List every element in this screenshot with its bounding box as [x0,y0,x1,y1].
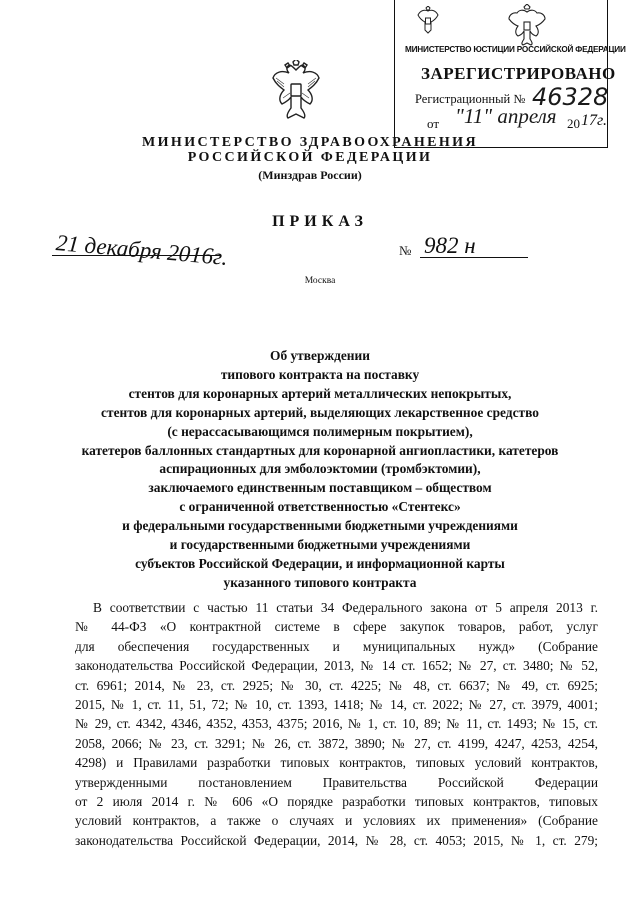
title-line: и государственными бюджетными учреждениями [169,537,471,553]
body-line: законодательства Российской Федерации, 2013, № 14 ст. 1652; № 27, ст. 3480; № 52, [75,658,598,674]
coat-of-arms-emblem [270,60,322,124]
stamp-registered-label: ЗАРЕГИСТРИРОВАНО [421,64,616,83]
title-line: типового контракта на поставку [220,366,420,382]
title-line: Об утверждении [270,348,370,363]
stamp-reg-number-value: 46328 [532,83,609,111]
stamp-emblem-icon [507,4,547,48]
document-type-title: ПРИКАЗ [272,213,368,230]
body-line: ст. 6961; 2014, № 23, ст. 2925; № 30, ст. 4225; № 48, ст. 6637; № 49, ст. 6925; [75,677,598,693]
body-line: от 2 июля 2014 г. № 606 «О порядке разработки типовых контрактов, типовых [75,794,598,810]
stamp-year-prefix: 20 [567,116,580,131]
body-line: для обеспечения государственных и муниципальных нужд» (Собрание [75,638,598,654]
title-line: и федеральными государственными бюджетными учреждениями [122,518,518,534]
body-line: законодательства Российской Федерации, 2014, № 28, ст. 4053; 2015, № 1, ст. 279; [75,832,598,848]
body-line: утвержденными постановлением Правительства Российской Федерации [75,774,598,790]
body-line: № 44-ФЗ «О контрактной системе в сфере закупок товаров, работ, услуг [75,619,598,635]
number-label: № [399,243,412,258]
stamp-date-prefix: от [427,116,440,131]
title-line: аспирационных для эмболоэктомии (тромбэктомии), [159,461,481,477]
title-line: стентов для коронарных артерий металлических непокрытых, [128,385,512,401]
stamp-date-value: "11" апреля [455,104,557,128]
ministry-name-line2: РОССИЙСКОЙ ФЕДЕРАЦИИ [187,150,433,165]
body-line: № 29, ст. 4342, 4346, 4352, 4353, 4375; 2016, № 1, ст. 10, 89; № 11, ст. 1493; № 15, ст. [75,716,598,732]
body-line: 2015, № 1, ст. 11, 51, 72; № 10, ст. 1393, 1418; № 14, ст. 2022; № 27, ст. 3979, 4001; [75,697,598,713]
number-underline [420,257,528,258]
date-underline [52,255,220,256]
city-label: Москва [304,276,336,286]
stamp-reg-number-label: Регистрационный № [415,92,526,106]
title-line: заключаемого единственным поставщиком – обществом [148,480,492,496]
title-line: катетеров баллонных стандартных для коронарной ангиопластики, катетеров [81,442,559,458]
handwritten-order-number: 982 н [424,233,476,258]
body-line: В соответствии с частью 11 статьи 34 Федерального закона от 5 апреля 2013 г. [93,600,598,615]
stamp-year-value: 17г. [581,112,608,129]
body-line: условий контрактов, а также о случаях и условиях их применения» (Собрание [75,813,598,829]
title-line: стентов для коронарных артерий, выделяющих лекарственное средство [101,404,539,420]
title-line: субъектов Российской Федерации, и информационной карты [135,555,505,571]
ministry-short-name: (Минздрав России) [258,168,362,182]
order-title [60,347,580,593]
stamp-ministry-name: МИНИСТЕРСТВО ЮСТИЦИИ РОССИЙСКОЙ ФЕДЕРАЦИИ [405,45,626,54]
handwritten-date: 21 декабря 2016г. [54,230,229,270]
small-emblem-icon [415,6,441,38]
body-line: 4298) и Правилами разработки типовых контрактов, типовых условий контрактов, [75,755,598,771]
body-line: 2058, 2066; № 23, ст. 3291; № 26, ст. 3872, 3890; № 27, ст. 4199, 4247, 4253, 4254, [75,735,598,751]
title-line: (с нерассасывающимся полимерным покрытием), [167,423,473,439]
ministry-name-line1: МИНИСТЕРСТВО ЗДРАВООХРАНЕНИЯ [142,135,478,150]
title-line: с ограниченной ответственностью «Стентекс» [179,499,461,515]
title-line: указанного типового контракта [223,574,417,590]
body-paragraph [75,598,598,850]
registration-stamp [394,0,626,148]
